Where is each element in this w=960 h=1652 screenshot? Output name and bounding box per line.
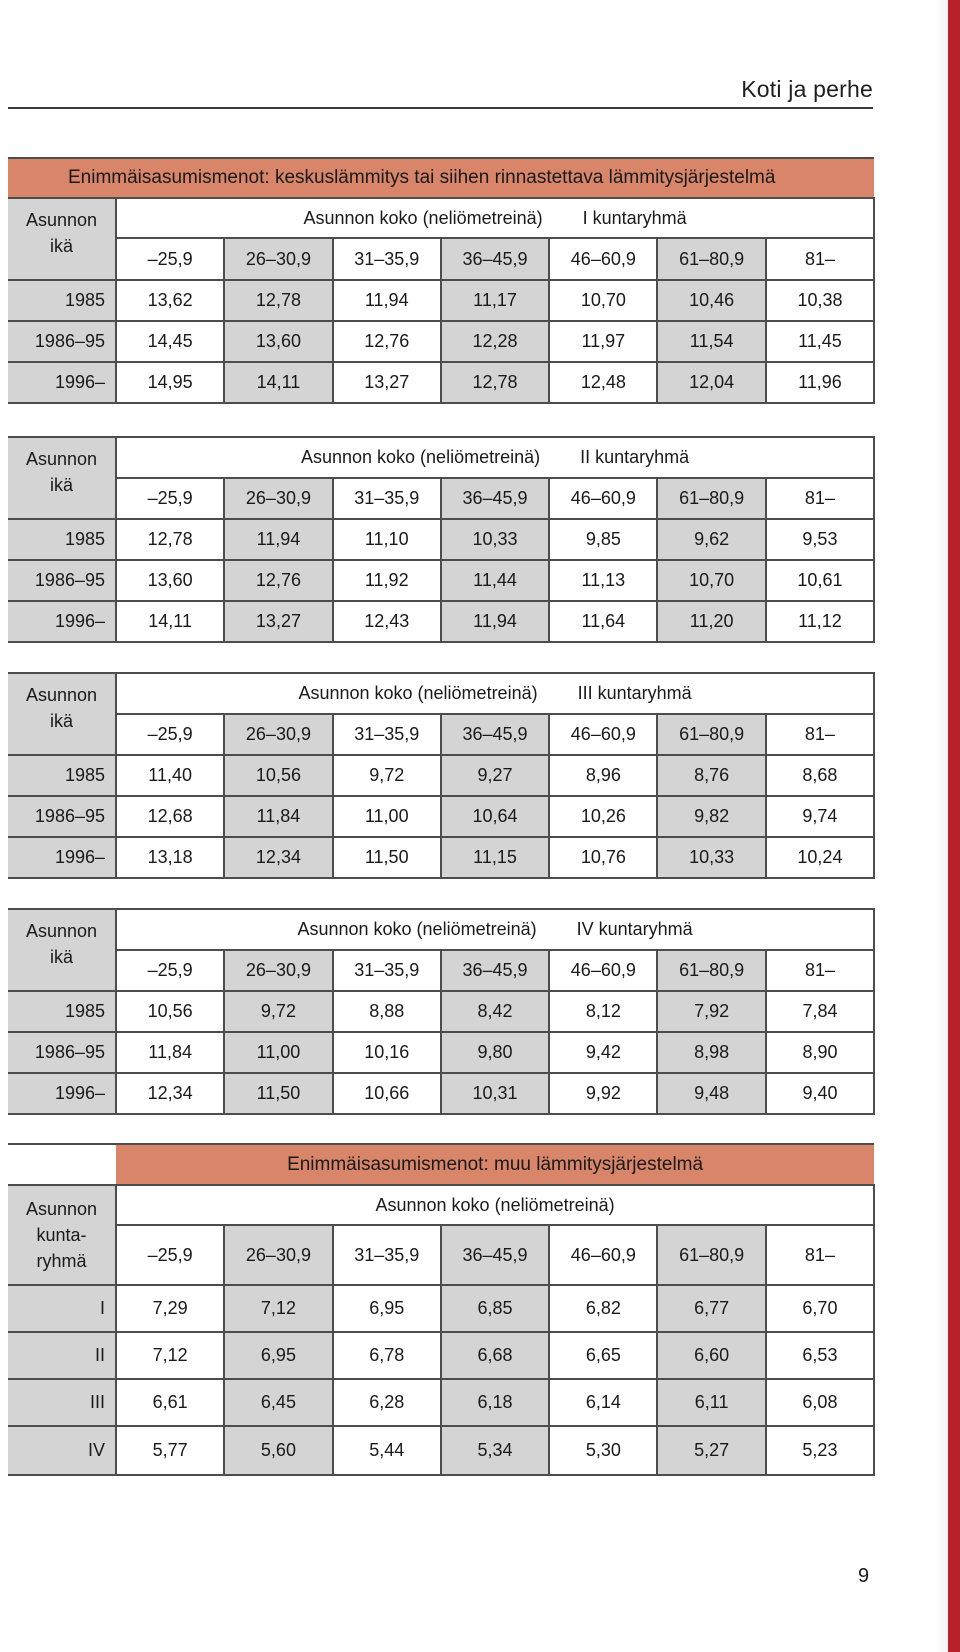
value-cell: 13,27: [224, 601, 332, 642]
row-label: 1985: [8, 519, 116, 560]
size-heading: Asunnon koko (neliömetreinä) III kuntaryhmä: [116, 673, 874, 714]
size-column-header: 36–45,9: [441, 1225, 549, 1285]
value-cell: 7,84: [766, 991, 874, 1032]
table-row: [8, 280, 874, 321]
size-column-header: 46–60,9: [549, 950, 657, 991]
table-row: [8, 755, 874, 796]
value-cell: 6,82: [549, 1285, 657, 1332]
value-cell: 10,56: [116, 991, 224, 1032]
size-column-header: 61–80,9: [657, 950, 765, 991]
group-name: IV kuntaryhmä: [576, 919, 693, 939]
row-label: 1985: [8, 991, 116, 1032]
value-cell: 10,70: [549, 280, 657, 321]
value-cell: 6,61: [116, 1379, 224, 1426]
table-row: [8, 601, 874, 642]
value-cell: 9,74: [766, 796, 874, 837]
size-column-header: –25,9: [116, 714, 224, 755]
value-cell: 8,76: [657, 755, 765, 796]
size-column-header: 81–: [766, 950, 874, 991]
value-cell: 10,70: [657, 560, 765, 601]
value-cell: 8,12: [549, 991, 657, 1032]
table-row: [8, 321, 874, 362]
table-other-heating: [8, 1143, 875, 1476]
size-column-header: 81–: [766, 1225, 874, 1285]
page-edge-stripe: [948, 0, 960, 1652]
value-cell: 9,27: [441, 755, 549, 796]
size-column-header: 61–80,9: [657, 714, 765, 755]
value-cell: 5,34: [441, 1426, 549, 1475]
value-cell: 8,88: [333, 991, 441, 1032]
size-column-header: 61–80,9: [657, 478, 765, 519]
row-label: IV: [8, 1426, 116, 1475]
value-cell: 6,14: [549, 1379, 657, 1426]
value-cell: 7,92: [657, 991, 765, 1032]
value-cell: 11,92: [333, 560, 441, 601]
row-label: III: [8, 1379, 116, 1426]
size-column-header: 46–60,9: [549, 478, 657, 519]
value-cell: 8,98: [657, 1032, 765, 1073]
value-cell: 12,76: [224, 560, 332, 601]
value-cell: 6,08: [766, 1379, 874, 1426]
value-cell: 9,72: [333, 755, 441, 796]
value-cell: 11,44: [441, 560, 549, 601]
value-cell: 6,45: [224, 1379, 332, 1426]
value-cell: 11,94: [441, 601, 549, 642]
table-row: [8, 519, 874, 560]
value-cell: 11,84: [116, 1032, 224, 1073]
row-label: 1986–95: [8, 321, 116, 362]
row-label: 1986–95: [8, 796, 116, 837]
value-cell: 12,04: [657, 362, 765, 403]
value-cell: 12,68: [116, 796, 224, 837]
size-column-header: 31–35,9: [333, 714, 441, 755]
size-column-header: 36–45,9: [441, 714, 549, 755]
value-cell: 8,96: [549, 755, 657, 796]
value-cell: 5,23: [766, 1426, 874, 1475]
value-cell: 10,61: [766, 560, 874, 601]
row-label: I: [8, 1285, 116, 1332]
value-cell: 11,64: [549, 601, 657, 642]
page-edge-shade: [936, 0, 948, 1652]
value-cell: 14,11: [224, 362, 332, 403]
value-cell: 5,30: [549, 1426, 657, 1475]
size-column-header: 81–: [766, 714, 874, 755]
size-column-header: 36–45,9: [441, 478, 549, 519]
value-cell: 6,95: [224, 1332, 332, 1379]
age-label: Asunnon ikä: [8, 437, 116, 519]
row-label: 1985: [8, 280, 116, 321]
size-column-header: 81–: [766, 478, 874, 519]
value-cell: 5,77: [116, 1426, 224, 1475]
size-column-header: 46–60,9: [549, 1225, 657, 1285]
running-header: Koti ja perhe: [741, 76, 873, 102]
table-row: [8, 1032, 874, 1073]
size-column-header: 36–45,9: [441, 238, 549, 280]
value-cell: 12,48: [549, 362, 657, 403]
value-cell: 10,16: [333, 1032, 441, 1073]
value-cell: 11,94: [224, 519, 332, 560]
value-cell: 10,38: [766, 280, 874, 321]
value-cell: 10,33: [657, 837, 765, 878]
group-name: II kuntaryhmä: [580, 447, 690, 467]
value-cell: 12,76: [333, 321, 441, 362]
size-column-header: –25,9: [116, 478, 224, 519]
value-cell: 11,50: [333, 837, 441, 878]
table-row: [8, 1285, 874, 1332]
age-label: Asunnon ikä: [8, 909, 116, 991]
value-cell: 8,90: [766, 1032, 874, 1073]
value-cell: 11,00: [333, 796, 441, 837]
value-cell: 12,78: [224, 280, 332, 321]
value-cell: 9,80: [441, 1032, 549, 1073]
page-number: 9: [858, 1565, 870, 1587]
value-cell: 11,15: [441, 837, 549, 878]
table-row: [8, 1426, 874, 1475]
group-label: Asunnon kunta- ryhmä: [8, 1185, 116, 1285]
size-heading: Asunnon koko (neliömetreinä) II kuntaryhmä: [116, 437, 874, 478]
value-cell: 11,00: [224, 1032, 332, 1073]
row-label: 1996–: [8, 601, 116, 642]
size-column-header: 31–35,9: [333, 950, 441, 991]
value-cell: 11,54: [657, 321, 765, 362]
value-cell: 8,42: [441, 991, 549, 1032]
value-cell: 11,13: [549, 560, 657, 601]
table-group-2: [8, 436, 875, 643]
table-row: [8, 1332, 874, 1379]
table-group-4: [8, 908, 875, 1115]
value-cell: 9,53: [766, 519, 874, 560]
size-column-header: 26–30,9: [224, 714, 332, 755]
value-cell: 5,44: [333, 1426, 441, 1475]
value-cell: 11,96: [766, 362, 874, 403]
size-column-header: 81–: [766, 238, 874, 280]
size-column-header: 26–30,9: [224, 1225, 332, 1285]
size-heading: Asunnon koko (neliömetreinä): [116, 1185, 874, 1225]
value-cell: 9,48: [657, 1073, 765, 1114]
size-column-header: –25,9: [116, 238, 224, 280]
value-cell: 12,43: [333, 601, 441, 642]
value-cell: 6,28: [333, 1379, 441, 1426]
table-caption: Enimmäisasumismenot: muu lämmitysjärjestelmä: [116, 1144, 874, 1185]
value-cell: 10,64: [441, 796, 549, 837]
value-cell: 11,45: [766, 321, 874, 362]
value-cell: 6,18: [441, 1379, 549, 1426]
size-column-header: 31–35,9: [333, 478, 441, 519]
value-cell: 13,27: [333, 362, 441, 403]
value-cell: 10,76: [549, 837, 657, 878]
value-cell: 13,62: [116, 280, 224, 321]
size-column-header: 61–80,9: [657, 1225, 765, 1285]
size-column-header: 61–80,9: [657, 238, 765, 280]
value-cell: 6,95: [333, 1285, 441, 1332]
row-label: II: [8, 1332, 116, 1379]
value-cell: 10,66: [333, 1073, 441, 1114]
value-cell: 10,31: [441, 1073, 549, 1114]
age-label: Asunnon ikä: [8, 198, 116, 280]
table-caption: Enimmäisasumismenot: keskuslämmitys tai siihen rinnastettava lämmitysjärjestelmä: [8, 158, 874, 198]
size-column-header: 46–60,9: [549, 714, 657, 755]
value-cell: 7,12: [224, 1285, 332, 1332]
value-cell: 10,56: [224, 755, 332, 796]
value-cell: 6,78: [333, 1332, 441, 1379]
value-cell: 12,34: [116, 1073, 224, 1114]
value-cell: 11,20: [657, 601, 765, 642]
group-name: III kuntaryhmä: [577, 683, 692, 703]
table-row: [8, 1379, 874, 1426]
value-cell: 11,97: [549, 321, 657, 362]
table-row: [8, 796, 874, 837]
value-cell: 12,78: [116, 519, 224, 560]
value-cell: 11,10: [333, 519, 441, 560]
size-column-header: 36–45,9: [441, 950, 549, 991]
value-cell: 5,60: [224, 1426, 332, 1475]
value-cell: 9,72: [224, 991, 332, 1032]
value-cell: 9,82: [657, 796, 765, 837]
value-cell: 6,68: [441, 1332, 549, 1379]
table-row: [8, 560, 874, 601]
value-cell: 10,24: [766, 837, 874, 878]
value-cell: 14,11: [116, 601, 224, 642]
row-label: 1996–: [8, 362, 116, 403]
value-cell: 11,17: [441, 280, 549, 321]
value-cell: 13,18: [116, 837, 224, 878]
size-column-header: 31–35,9: [333, 238, 441, 280]
table-row: [8, 362, 874, 403]
size-column-header: –25,9: [116, 950, 224, 991]
table-row: [8, 991, 874, 1032]
size-column-header: 26–30,9: [224, 238, 332, 280]
value-cell: 9,42: [549, 1032, 657, 1073]
group-name: I kuntaryhmä: [582, 207, 687, 228]
value-cell: 14,45: [116, 321, 224, 362]
size-column-header: 26–30,9: [224, 478, 332, 519]
value-cell: 6,77: [657, 1285, 765, 1332]
size-column-header: –25,9: [116, 1225, 224, 1285]
size-heading: Asunnon koko (neliömetreinä) IV kuntaryhmä: [116, 909, 874, 950]
value-cell: 8,68: [766, 755, 874, 796]
age-label: Asunnon ikä: [8, 673, 116, 755]
value-cell: 10,46: [657, 280, 765, 321]
value-cell: 6,70: [766, 1285, 874, 1332]
size-column-header: 26–30,9: [224, 950, 332, 991]
size-column-header: 46–60,9: [549, 238, 657, 280]
value-cell: 14,95: [116, 362, 224, 403]
table-group-1: [8, 157, 875, 404]
value-cell: 7,29: [116, 1285, 224, 1332]
value-cell: 5,27: [657, 1426, 765, 1475]
value-cell: 9,85: [549, 519, 657, 560]
value-cell: 13,60: [224, 321, 332, 362]
row-label: 1996–: [8, 1073, 116, 1114]
value-cell: 10,33: [441, 519, 549, 560]
table-group-3: [8, 672, 875, 879]
row-label: 1985: [8, 755, 116, 796]
value-cell: 6,60: [657, 1332, 765, 1379]
row-label: 1986–95: [8, 1032, 116, 1073]
value-cell: 9,92: [549, 1073, 657, 1114]
size-heading: Asunnon koko (neliömetreinä) I kuntaryhmä: [116, 198, 874, 238]
value-cell: 9,62: [657, 519, 765, 560]
value-cell: 9,40: [766, 1073, 874, 1114]
value-cell: 11,12: [766, 601, 874, 642]
value-cell: 11,40: [116, 755, 224, 796]
table-row: [8, 837, 874, 878]
value-cell: 12,78: [441, 362, 549, 403]
value-cell: 10,26: [549, 796, 657, 837]
value-cell: 11,50: [224, 1073, 332, 1114]
row-label: 1996–: [8, 837, 116, 878]
header-rule: [8, 107, 873, 109]
value-cell: 12,34: [224, 837, 332, 878]
value-cell: 6,85: [441, 1285, 549, 1332]
value-cell: 6,11: [657, 1379, 765, 1426]
value-cell: 12,28: [441, 321, 549, 362]
value-cell: 7,12: [116, 1332, 224, 1379]
row-label: 1986–95: [8, 560, 116, 601]
value-cell: 6,53: [766, 1332, 874, 1379]
size-column-header: 31–35,9: [333, 1225, 441, 1285]
table-row: [8, 1073, 874, 1114]
value-cell: 6,65: [549, 1332, 657, 1379]
value-cell: 13,60: [116, 560, 224, 601]
value-cell: 11,94: [333, 280, 441, 321]
value-cell: 11,84: [224, 796, 332, 837]
